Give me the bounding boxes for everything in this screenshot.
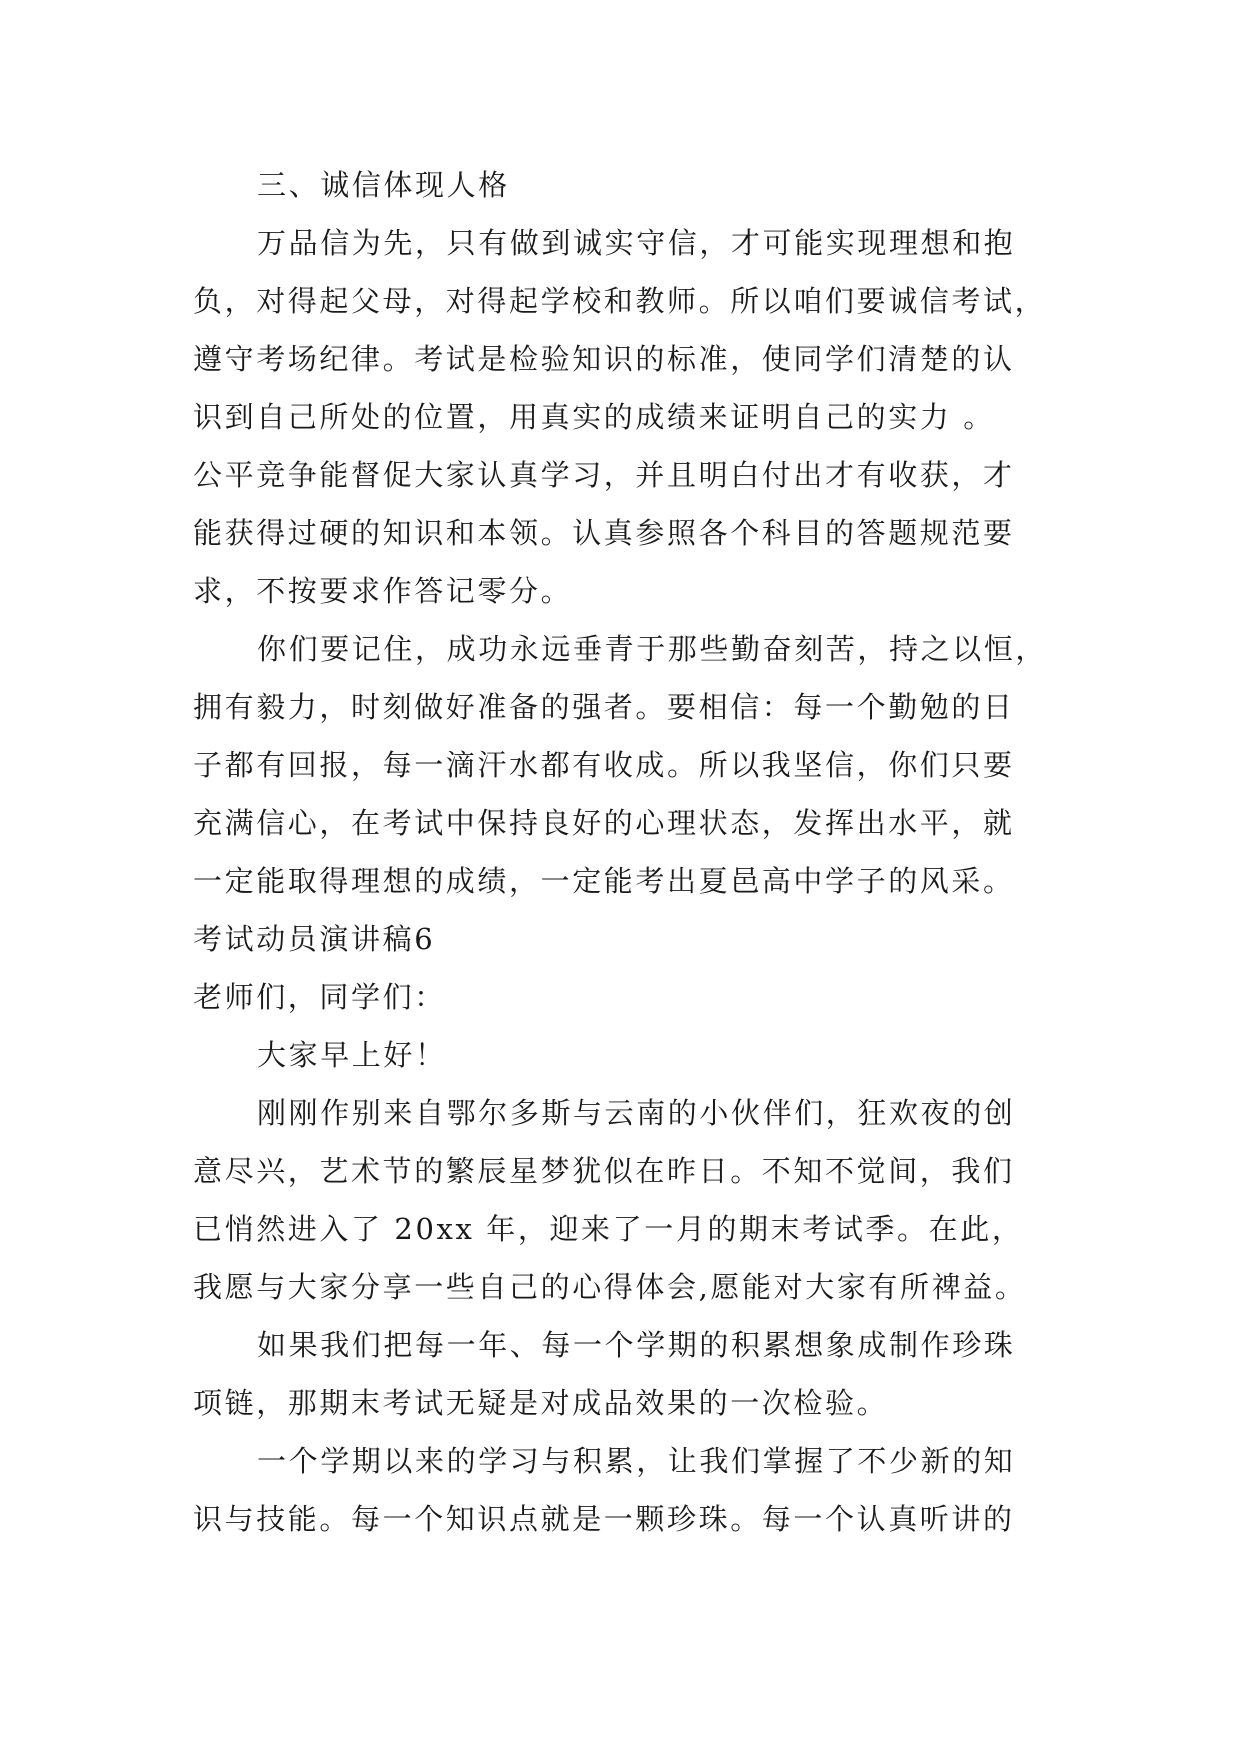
- paragraph-line: 你们要记住，成功永远垂青于那些勤奋刻苦，持之以恒，: [257, 632, 1048, 666]
- paragraph-line: 识到自己所处的位置，用真实的成绩来证明自己的实力 。: [193, 400, 995, 434]
- greeting: 大家早上好！: [257, 1038, 447, 1072]
- paragraph-line: 负，对得起父母，对得起学校和教师。所以咱们要诚信考试，: [193, 284, 1047, 318]
- paragraph-line: 我愿与大家分享一些自己的心得体会,愿能对大家有所禆益。: [193, 1270, 1027, 1304]
- paragraph-line: 子都有回报，每一滴汗水都有收成。所以我坚信，你们只要: [193, 748, 1015, 782]
- section-heading: 三、诚信体现人格: [257, 168, 510, 202]
- paragraph-line: 如果我们把每一年、每一个学期的积累想象成制作珍珠: [257, 1328, 1016, 1362]
- paragraph-line: 充满信心，在考试中保持良好的心理状态，发挥出水平，就: [193, 806, 1015, 840]
- paragraph-line: 求，不按要求作答记零分。: [193, 574, 573, 608]
- paragraph-line: 公平竞争能督促大家认真学习，并且明白付出才有收获，才: [193, 458, 1015, 492]
- salutation: 老师们，同学们：: [193, 980, 446, 1014]
- paragraph-line: 遵守考场纪律。考试是检验知识的标准，使同学们清楚的认: [193, 342, 1015, 376]
- paragraph-line: 一定能取得理想的成绩，一定能考出夏邑高中学子的风采。: [193, 864, 1015, 898]
- paragraph-line: 能获得过硬的知识和本领。认真参照各个科目的答题规范要: [193, 516, 1015, 550]
- paragraph-line: 一个学期以来的学习与积累，让我们掌握了不少新的知: [257, 1444, 1016, 1478]
- paragraph-line: 识与技能。每一个知识点就是一颗珍珠。每一个认真听讲的: [193, 1502, 1015, 1536]
- paragraph-line: 万品信为先，只有做到诚实守信，才可能实现理想和抱: [257, 226, 1016, 260]
- paragraph-line: 项链，那期末考试无疑是对成品效果的一次检验。: [193, 1386, 889, 1420]
- document-title: 考试动员演讲稿6: [193, 922, 436, 956]
- paragraph-line: 已悄然进入了 20xx 年，迎来了一月的期末考试季。在此，: [193, 1212, 1024, 1246]
- paragraph-line: 拥有毅力，时刻做好准备的强者。要相信：每一个勤勉的日: [193, 690, 1015, 724]
- paragraph-line: 刚刚作别来自鄂尔多斯与云南的小伙伴们，狂欢夜的创: [257, 1096, 1016, 1130]
- paragraph-line: 意尽兴，艺术节的繁辰星梦犹似在昨日。不知不觉间，我们: [193, 1154, 1015, 1188]
